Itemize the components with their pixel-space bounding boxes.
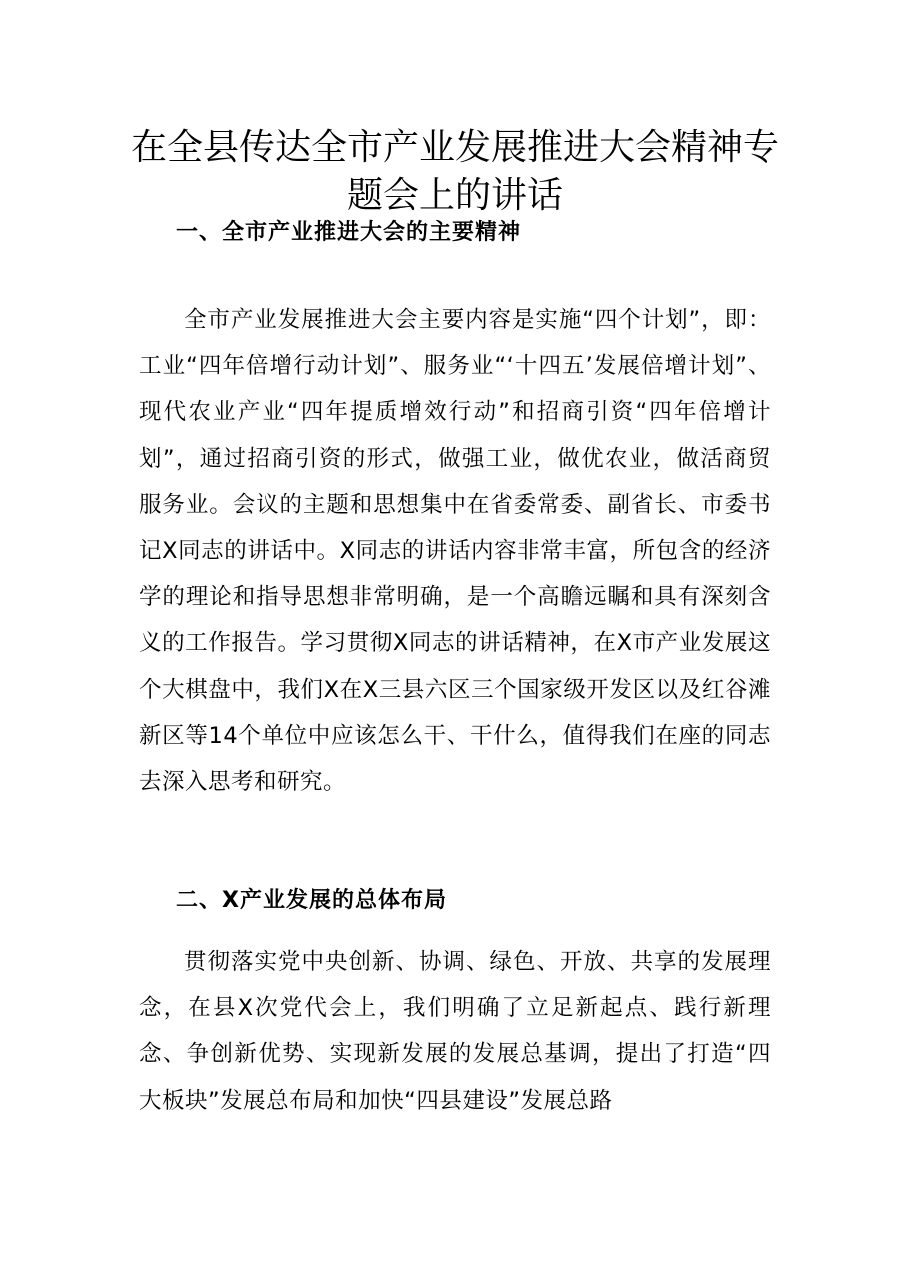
- section-heading-2: 二、X产业发展的总体布局: [176, 888, 447, 913]
- section-paragraph-1: 全市产业发展推进大会主要内容是实施“四个计划”，即：工业“四年倍增行动计划”、服务业“‘十四五’发展倍增计划”、现代农业产业“四年提质增效行动”和招商引资“四年倍增计划”，通过招商引资的形式，做强工业，做优农业，做活商贸服务业。会议的主题和思想集中在省委常委、副省长、市委书记X同志的讲话中。X同志的讲话内容非常丰富，所包含的经济学的理论和指导思想非常明确，是一个高瞻远瞩和具有深刻含义的工作报告。学习贯彻X同志的讲话精神，在X市产业发展这个大棋盘中，我们X在X三县六区三个国家级开发区以及红谷滩新区等14个单位中应该怎么干、干什么，值得我们在座的同志去深入思考和研究。: [139, 307, 771, 796]
- section-paragraph-2: 贯彻落实党中央创新、协调、绿色、开放、共享的发展理念，在县X次党代会上，我们明确了立足新起点、践行新理念、争创新优势、实现新发展的发展总基调，提出了打造“四大板块”发展总布局和加快“四县建设”发展总路: [139, 949, 771, 1114]
- section-heading-1: 一、全市产业推进大会的主要精神: [176, 220, 522, 245]
- document-title: 在全县传达全市产业发展推进大会精神专题会上的讲话: [130, 127, 779, 216]
